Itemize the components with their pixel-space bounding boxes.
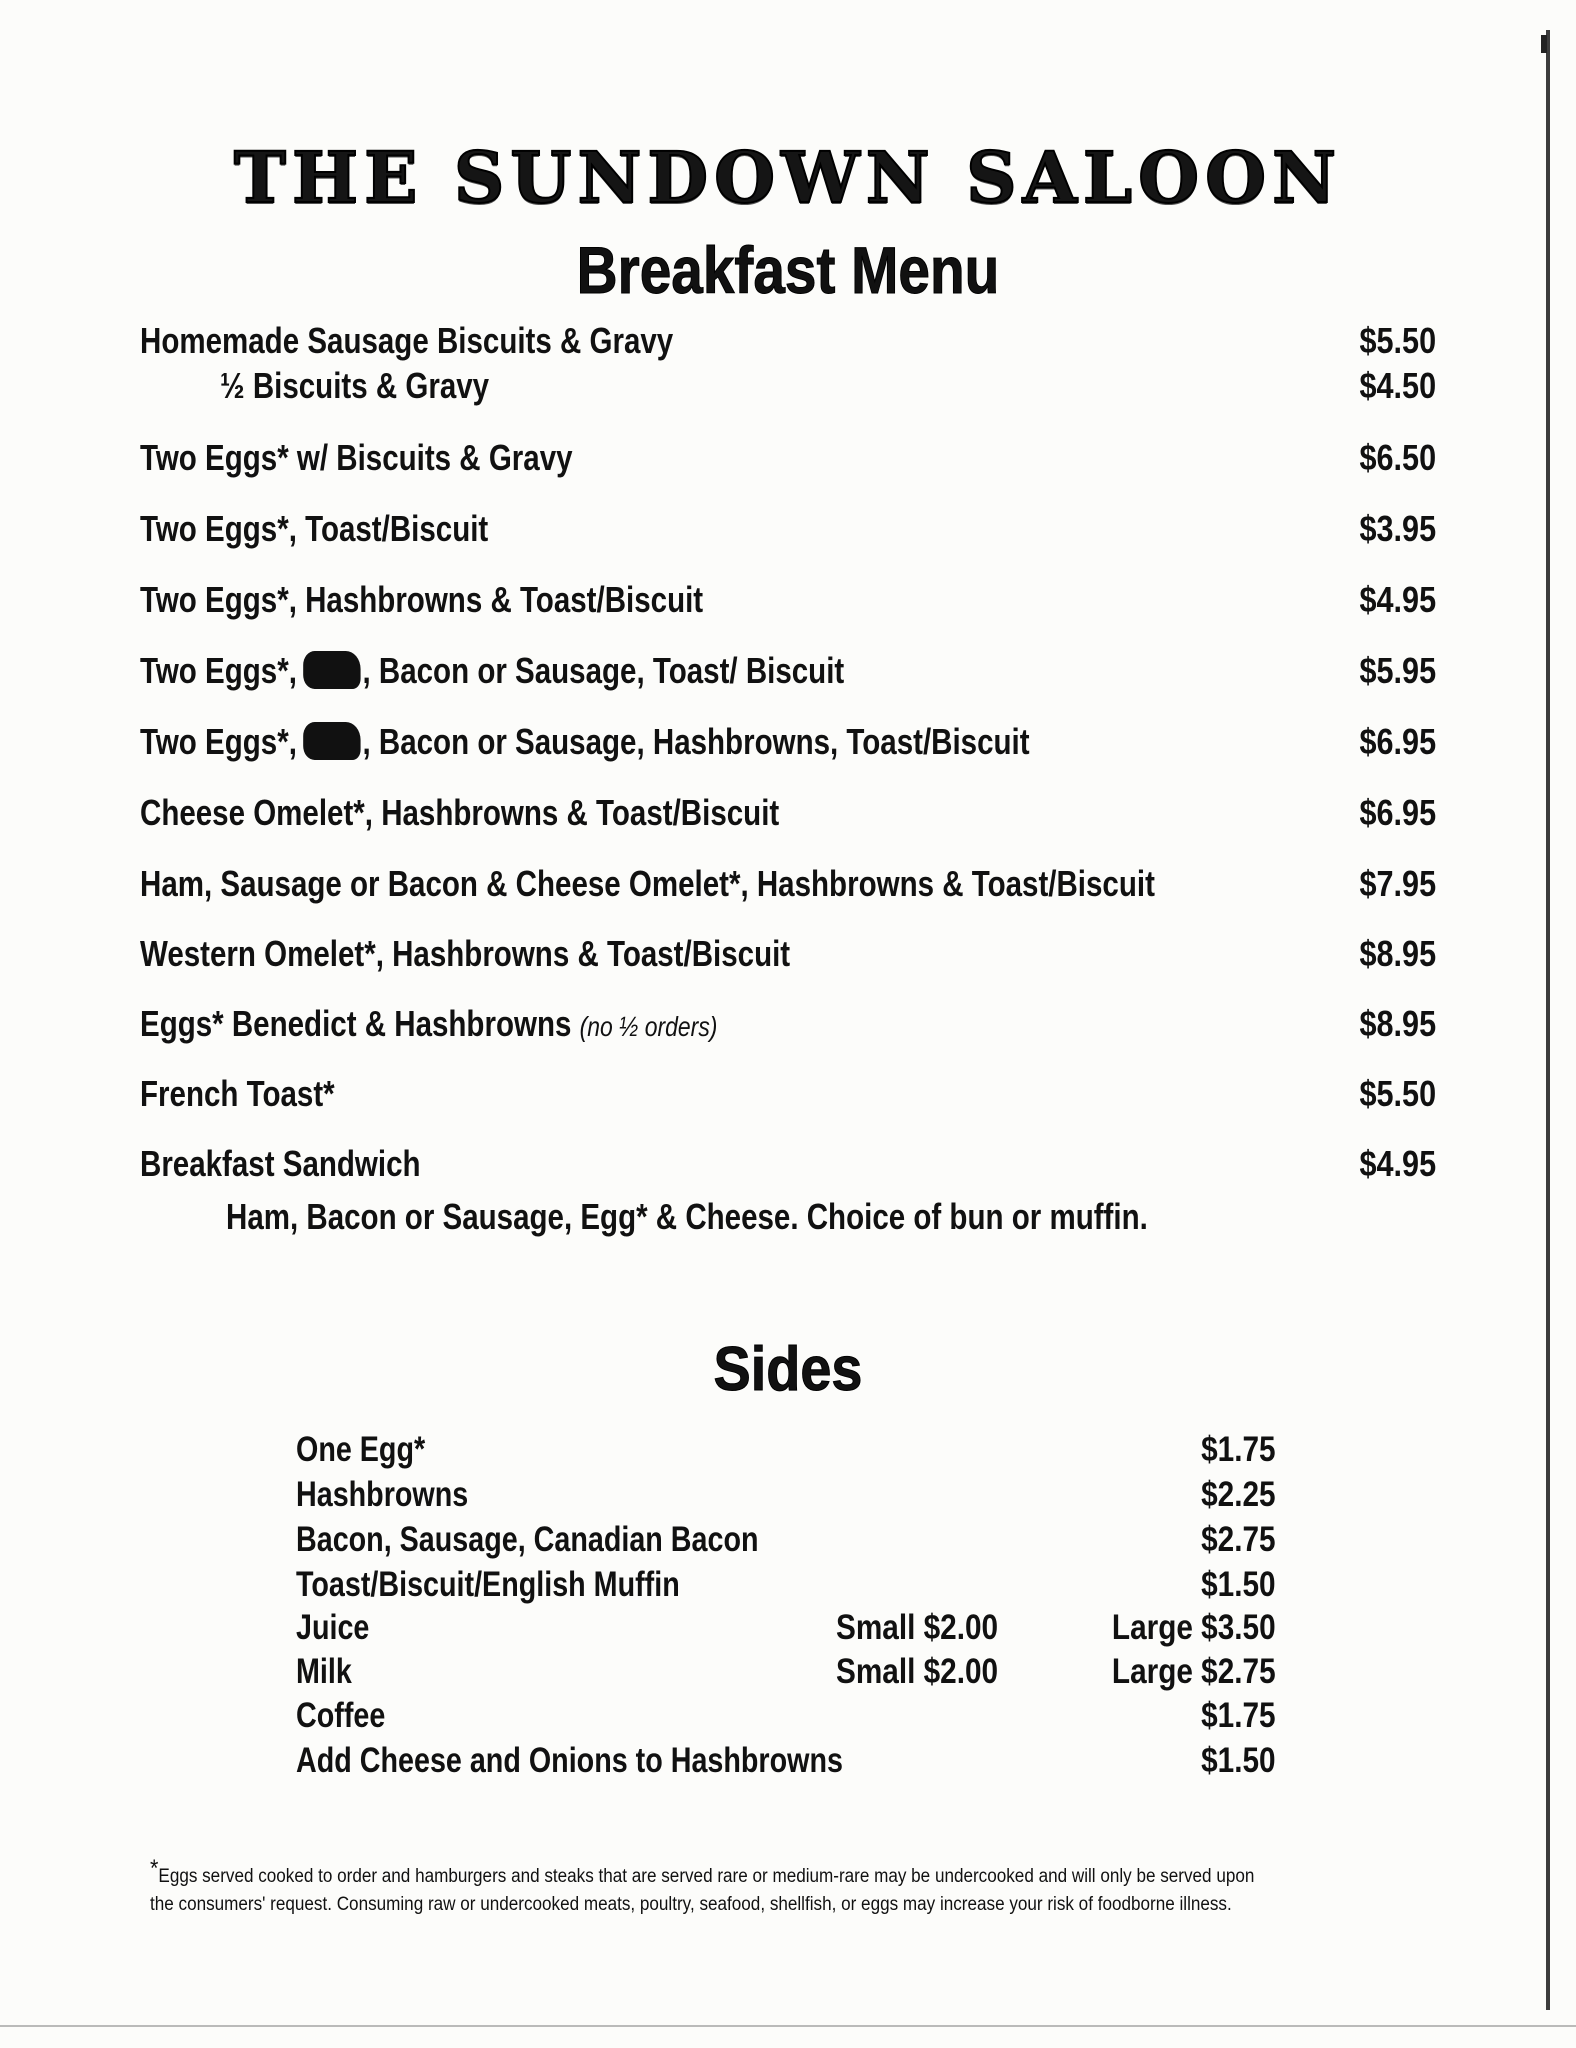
side-price: $1.75 [1201, 1430, 1276, 1469]
side-small-price: Small $2.00 [836, 1652, 999, 1691]
page-edge-line [1546, 30, 1550, 2010]
redaction-blot [303, 722, 360, 760]
menu-item [140, 434, 1436, 482]
side-name: Coffee [296, 1696, 386, 1735]
menu-item [140, 647, 1436, 695]
item-price: $4.95 [1359, 1143, 1436, 1184]
side-name: Juice [296, 1608, 370, 1647]
side-item [296, 1428, 1276, 1472]
side-name: One Egg* [296, 1430, 426, 1469]
item-name-start: Two Eggs*, [140, 721, 297, 762]
item-price: $6.50 [1359, 437, 1436, 478]
redaction-blot [303, 651, 360, 689]
menu-item [140, 718, 1436, 766]
item-price: $8.95 [1359, 933, 1436, 974]
side-price: $2.75 [1201, 1520, 1276, 1559]
menu-item [140, 505, 1436, 553]
footnote-line-1: Eggs served cooked to order and hamburgers and steaks that are served rare or medium-rare may be undercooked and will only be served upon [158, 1866, 1255, 1887]
item-name [140, 647, 844, 695]
item-price: $5.50 [1359, 1073, 1436, 1114]
item-price: $8.95 [1359, 1003, 1436, 1044]
side-item [296, 1518, 1276, 1562]
item-price: $4.95 [1359, 579, 1436, 620]
side-name: Add Cheese and Onions to Hashbrowns [296, 1741, 843, 1780]
footnote-line-2: the consumers' request. Consuming raw or undercooked meats, poultry, seafood, shellfish, or eggs may increase your risk of foodborne illness. [150, 1894, 1232, 1915]
page-edge-mark [1541, 35, 1547, 53]
footnote-marker: * [150, 1855, 159, 1882]
restaurant-name: THE SUNDOWN SALOON [233, 136, 1343, 219]
side-item [296, 1694, 1276, 1738]
item-name: Western Omelet*, Hashbrowns & Toast/Biscuit [140, 933, 791, 974]
item-price: $6.95 [1359, 721, 1436, 762]
item-name-start: Two Eggs*, [140, 650, 297, 691]
menu-item [140, 860, 1436, 908]
item-name-text: Eggs* Benedict & Hashbrowns [140, 1003, 572, 1044]
menu-item [140, 930, 1436, 978]
side-item [296, 1473, 1276, 1517]
menu-item [140, 789, 1436, 837]
item-name: Cheese Omelet*, Hashbrowns & Toast/Biscuit [140, 792, 780, 833]
side-price: $1.75 [1201, 1696, 1276, 1735]
item-name: Ham, Sausage or Bacon & Cheese Omelet*, Hashbrowns & Toast/Biscuit [140, 863, 1155, 904]
item-name: Two Eggs*, Toast/Biscuit [140, 508, 489, 549]
footnote [150, 1855, 1302, 1919]
side-price: $1.50 [1201, 1741, 1276, 1780]
item-description: Ham, Bacon or Sausage, Egg* & Cheese. Choice of bun or muffin. [226, 1196, 1148, 1237]
item-name: Two Eggs* w/ Biscuits & Gravy [140, 437, 573, 478]
menu-item [140, 576, 1436, 624]
item-price: $3.95 [1359, 508, 1436, 549]
menu-item [140, 362, 1436, 410]
menu-item [140, 1070, 1436, 1118]
side-price: $2.25 [1201, 1475, 1276, 1514]
side-item [296, 1650, 1276, 1694]
item-name: Breakfast Sandwich [140, 1143, 421, 1184]
page-bottom-edge [0, 2025, 1576, 2027]
item-price: $7.95 [1359, 863, 1436, 904]
sides-title: Sides [713, 1335, 863, 1404]
menu-item [140, 1140, 1436, 1188]
item-name: Two Eggs*, Hashbrowns & Toast/Biscuit [140, 579, 704, 620]
menu-title: Breakfast Menu [576, 233, 1000, 307]
item-price: $5.95 [1359, 650, 1436, 691]
side-name: Hashbrowns [296, 1475, 469, 1514]
side-name: Toast/Biscuit/English Muffin [296, 1565, 680, 1604]
item-name: ½ Biscuits & Gravy [220, 365, 490, 406]
side-price: $1.50 [1201, 1565, 1276, 1604]
item-name-end: , Bacon or Sausage, Hashbrowns, Toast/Biscuit [362, 721, 1030, 762]
item-name [140, 1000, 717, 1051]
item-note: (no ½ orders) [579, 1011, 718, 1042]
item-price: $4.50 [1359, 365, 1436, 406]
item-name-end: , Bacon or Sausage, Toast/ Biscuit [362, 650, 845, 691]
item-price: $5.50 [1359, 320, 1436, 361]
menu-item [140, 317, 1436, 365]
side-item [296, 1739, 1276, 1783]
item-name: Homemade Sausage Biscuits & Gravy [140, 320, 674, 361]
side-small-price: Small $2.00 [836, 1608, 999, 1647]
item-price: $6.95 [1359, 792, 1436, 833]
item-name [140, 718, 1030, 766]
menu-item [140, 1000, 1436, 1048]
side-name: Bacon, Sausage, Canadian Bacon [296, 1520, 759, 1559]
side-item [296, 1606, 1276, 1650]
side-item [296, 1563, 1276, 1607]
side-name: Milk [296, 1652, 352, 1691]
side-price: Large $2.75 [1112, 1652, 1276, 1691]
side-price: Large $3.50 [1112, 1608, 1276, 1647]
item-name: French Toast* [140, 1073, 335, 1114]
